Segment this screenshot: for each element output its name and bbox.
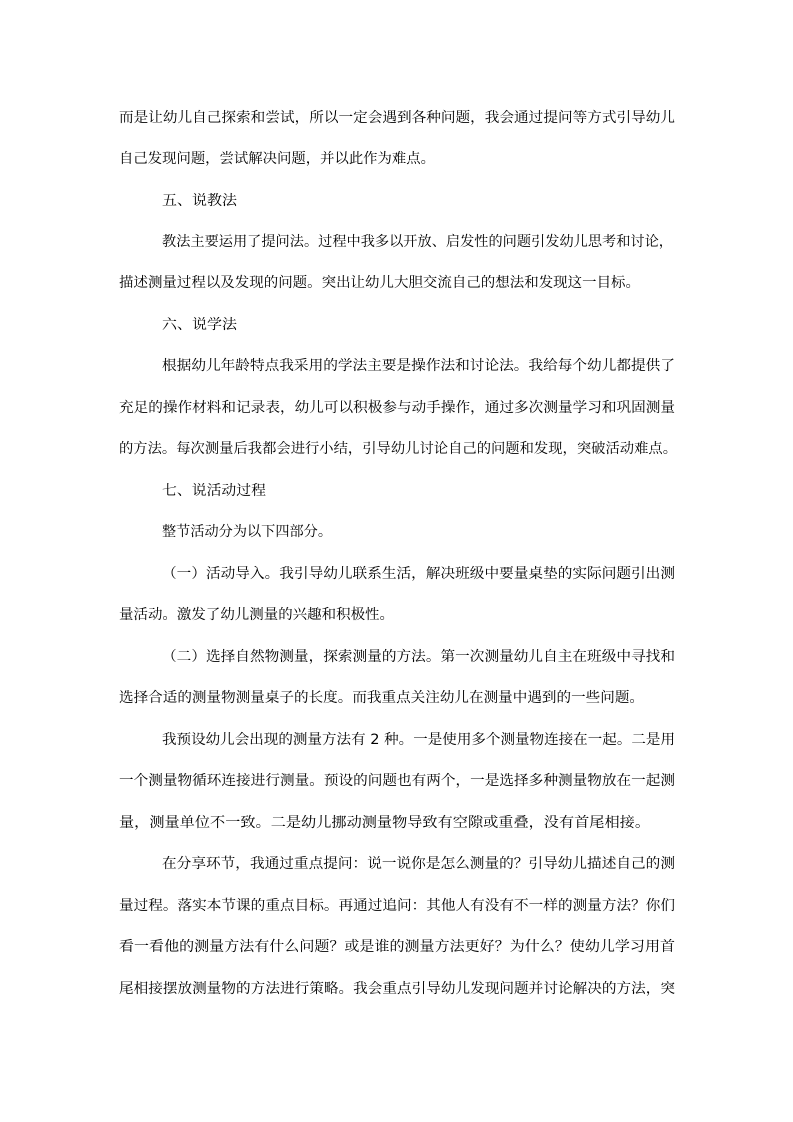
line-text: 选择合适的测量物测量桌子的长度。而我重点关注幼儿在测量中遇到的一些问题。 — [119, 690, 644, 706]
text-line — [0, 355, 793, 377]
line-text: 量活动。激发了幼儿测量的兴趣和积极性。 — [119, 607, 394, 623]
line-text: 而是让幼儿自己探索和尝试，所以一定会遇到各种问题，我会通过提问等方式引导幼儿 — [119, 110, 675, 126]
text-line — [0, 729, 793, 751]
line-text: （一）活动导入。我引导幼儿联系生活，解决班级中要量桌垫的实际问题引出测 — [162, 566, 675, 582]
line-text: 七、说活动过程 — [162, 483, 266, 499]
text-line — [0, 853, 793, 875]
section-heading — [0, 190, 793, 212]
text-line — [0, 272, 793, 294]
text-line — [0, 936, 793, 958]
line-text: 描述测量过程以及发现的问题。突出让幼儿大胆交流自己的想法和发现这一目标。 — [119, 275, 640, 291]
section-heading — [0, 314, 793, 336]
line-text: 自己发现问题，尝试解决问题，并以此作为难点。 — [119, 151, 435, 167]
text-line — [0, 646, 793, 668]
text-line — [0, 895, 793, 917]
text-line — [0, 107, 793, 129]
line-text: 六、说学法 — [162, 317, 237, 333]
line-text: （二）选择自然物测量，探索测量的方法。第一次测量幼儿自主在班级中寻找和 — [162, 649, 675, 665]
text-line — [0, 521, 793, 543]
line-text: 的方法。每次测量后我都会进行小结，引导幼儿讨论自己的问题和发现，突破活动难点。 — [119, 441, 677, 457]
line-text: 量过程。落实本节课的重点目标。再通过追问：其他人有没有不一样的测量方法？你们 — [119, 898, 675, 914]
text-line — [0, 563, 793, 585]
line-text: 充足的操作材料和记录表，幼儿可以积极参与动手操作，通过多次测量学习和巩固测量 — [119, 400, 675, 416]
text-line — [0, 231, 793, 253]
section-heading — [0, 480, 793, 502]
line-text: 在分享环节，我通过重点提问：说一说你是怎么测量的？引导幼儿描述自己的测 — [162, 856, 675, 872]
line-text: 看一看他的测量方法有什么问题？或是谁的测量方法更好？为什么？使幼儿学习用首 — [119, 939, 675, 955]
line-text: 整节活动分为以下四部分。 — [162, 524, 332, 540]
text-line — [0, 397, 793, 419]
line-text: 根据幼儿年龄特点我采用的学法主要是操作法和讨论法。我给每个幼儿都提供了 — [162, 358, 675, 374]
line-text: 五、说教法 — [162, 193, 237, 209]
line-text: 我预设幼儿会出现的测量方法有 2 种。一是使用多个测量物连接在一起。二是用 — [162, 732, 675, 748]
line-text: 教法主要运用了提问法。过程中我多以开放、启发性的问题引发幼儿思考和讨论， — [162, 234, 673, 250]
text-line — [0, 978, 793, 1000]
text-line — [0, 604, 793, 626]
text-line — [0, 687, 793, 709]
line-text: 尾相接摆放测量物的方法进行策略。我会重点引导幼儿发现问题并讨论解决的方法，突 — [119, 981, 675, 997]
text-line — [0, 770, 793, 792]
line-text: 一个测量物循环连接进行测量。预设的问题也有两个，一是选择多种测量物放在一起测 — [119, 773, 675, 789]
text-line — [0, 812, 793, 834]
text-line — [0, 438, 793, 460]
text-line — [0, 148, 793, 170]
line-text: 量，测量单位不一致。二是幼儿挪动测量物导致有空隙或重叠，没有首尾相接。 — [119, 815, 650, 831]
